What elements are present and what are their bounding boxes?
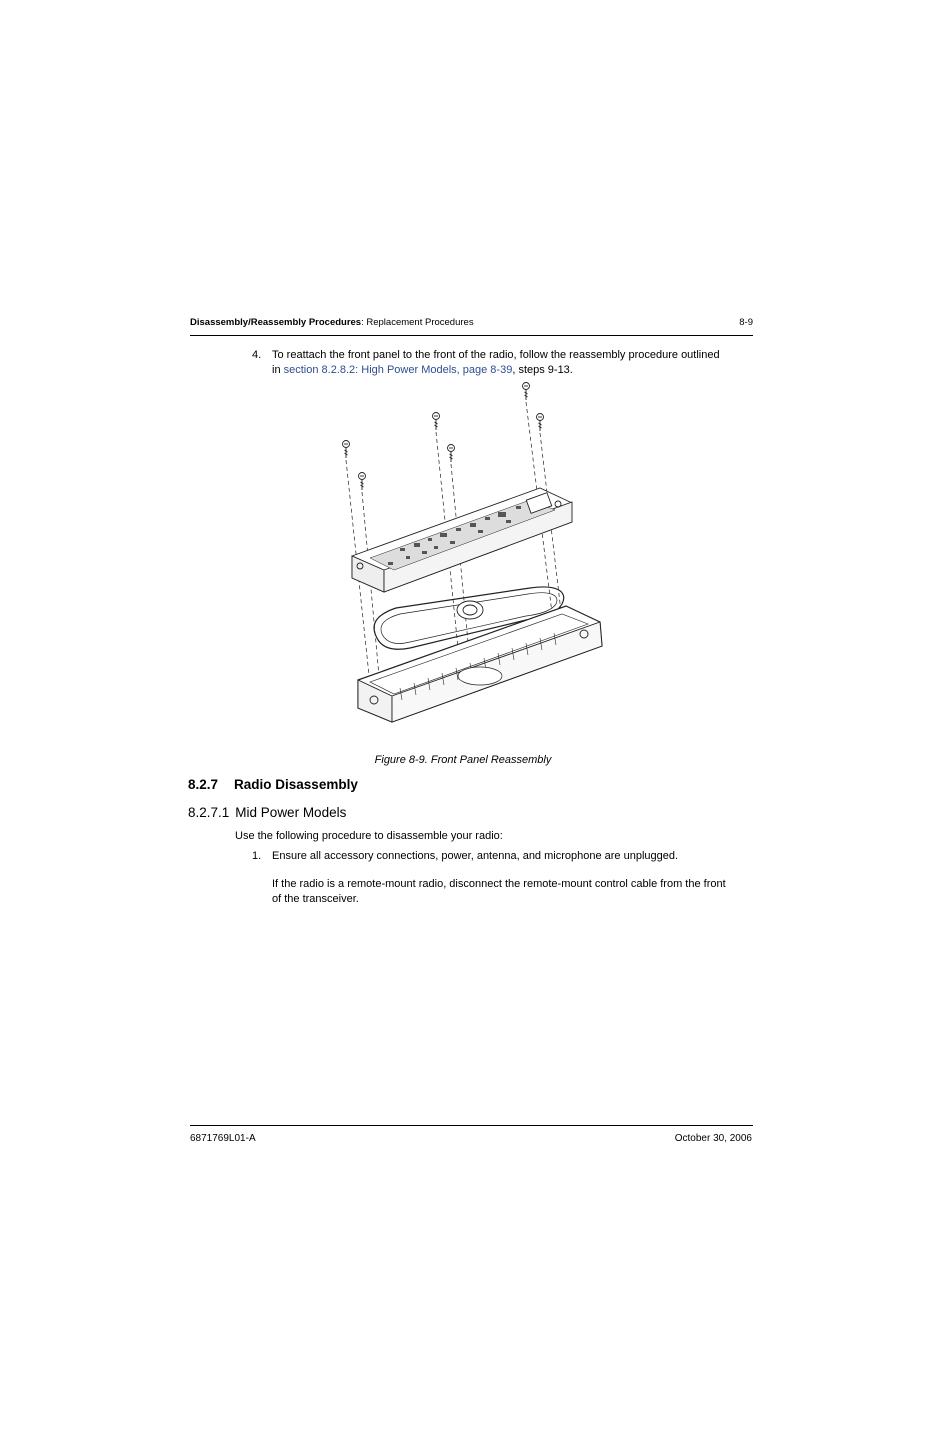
- footer-date: October 30, 2006: [674, 1133, 752, 1144]
- step-4-line2: [272, 363, 762, 378]
- section-number-827: 8.2.7: [188, 777, 219, 792]
- section-heading-8271: [188, 805, 346, 820]
- step-4-number: 4.: [252, 349, 262, 361]
- header-section-bold: Disassembly/Reassembly Procedures: [190, 317, 362, 328]
- header-rule: [190, 335, 753, 336]
- note-line-2: of the transceiver.: [272, 892, 359, 905]
- remote-mount-note: [272, 877, 762, 906]
- footer-doc-number: 6871769L01-A: [190, 1133, 256, 1144]
- front-housing: [358, 606, 602, 722]
- figure-caption: Figure 8-9. Front Panel Reassembly: [374, 754, 552, 766]
- section-title-827: Radio Disassembly: [234, 777, 358, 792]
- step-4-line1: To reattach the front panel to the front of the radio, follow the reassembly procedure outlined: [272, 349, 720, 361]
- note-line-1: If the radio is a remote-mount radio, disconnect the remote-mount control cable from the front: [272, 878, 726, 890]
- section-link[interactable]: section 8.2.8.2: High Power Models, page 8-39: [283, 363, 513, 376]
- step-4-after: , steps 9-13.: [512, 363, 573, 376]
- step-4-in: in: [272, 363, 284, 376]
- section-heading-827: [188, 777, 358, 792]
- section-title-8271: Mid Power Models: [235, 805, 347, 820]
- header-page-number: 8-9: [739, 317, 753, 328]
- header-section-title: [190, 317, 474, 328]
- procedure-intro: Use the following procedure to disassemble your radio:: [235, 830, 503, 842]
- footer-rule: [190, 1125, 753, 1126]
- section-number-8271: 8.2.7.1: [188, 805, 230, 820]
- front-panel-reassembly-figure: [330, 378, 620, 748]
- header-section-rest: : Replacement Procedures: [361, 317, 474, 328]
- step-1-text: Ensure all accessory connections, power, antenna, and microphone are unplugged.: [272, 850, 679, 862]
- step-1-number: 1.: [252, 850, 262, 862]
- screw-icons: [343, 383, 544, 491]
- step-4-text: [272, 348, 762, 377]
